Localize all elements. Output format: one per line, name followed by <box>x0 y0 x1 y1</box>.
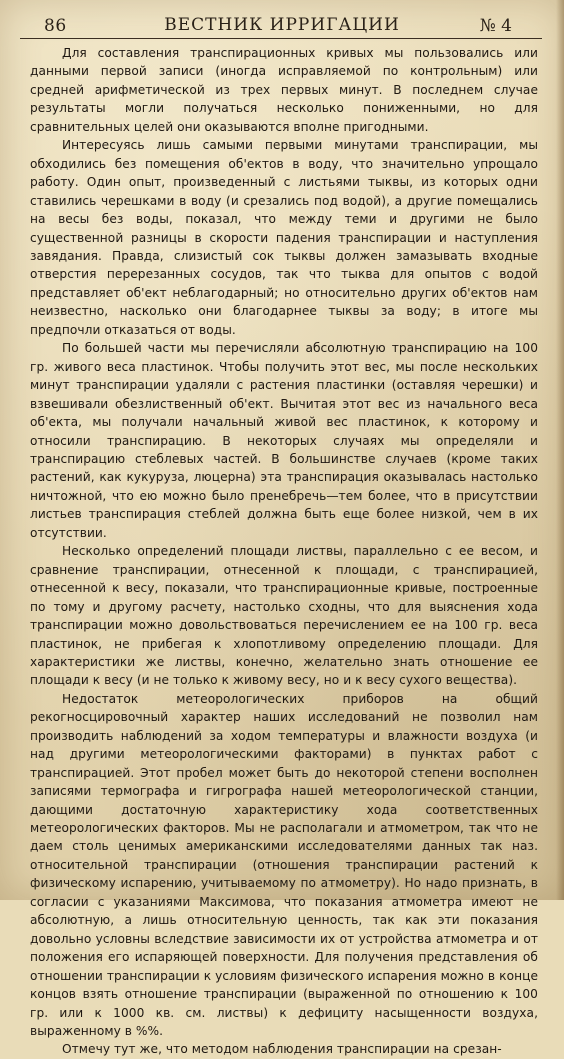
running-header <box>22 12 542 38</box>
paragraph-cut-method: Отмечу тут же, что методом наблюдения транспирации на срезан- <box>62 1042 502 1057</box>
journal-title: ВЕСТНИК ИРРИГАЦИИ <box>164 15 400 35</box>
page-edge-shadow <box>556 0 564 900</box>
issue-number: № 4 <box>479 16 512 36</box>
paragraph-objects-without-water: Интересуясь лишь самыми первыми минутами транспирации, мы обходились без помещения об'ектов в воду, что значительно упрощало работу. Один опыт, произведенный с листьями тыквы, из которых одни ставились черешками в воду (и срезались под водой), а другие помещались на весы без воды, показал, что между теми и другими не было существенной разницы в скорости падения транспирации и наступления завядания. Правда, слизистый сок тыквы должен замазывать входные отверстия перерезанных сосудов, так что тыква для опытов с водой представляет об'ект неблагодарный; но относительно других об'ектов нам неизвестно, насколько они благодарнее тыквы за воду; в итоге мы предпочли отказаться от воды. <box>30 138 538 337</box>
paragraph-absolute-transpiration: По большей части мы перечисляли абсолютную транспирацию на 100 гр. живого веса пластинок. Чтобы получить этот вес, мы после нескольких минут транспирации удаляли с растения пластинки (оставляя черешки) и взвешивали обезлиственный об'ект. Вычитая этот вес из начального веса об'екта, мы получали начальный живой вес пластинок, к которому и относили транспирацию. В некоторых случаях мы определяли и транспирацию стеблевых частей. В большинстве случаев (кроме таких растений, как кукуруза, люцерна) эта транспирация оказывалась настолько ничтожной, что ею можно было пренебречь—тем более, что в присутствии листьев транспирация стеблей должна быть еще более низкой, чем в их отсутствии. <box>30 341 538 540</box>
header-rule <box>20 38 542 39</box>
paragraph-meteorological-instruments: Недостаток метеорологических приборов на общий рекогносцировочный характер наших исследований не позволил нам производить наблюдений за ходом температуры и влажности воздуха (и над другими метеорологическими факторами) в пунктах работ с транспирацией. Этот пробел может быть до некоторой степени восполнен записями термографа и гигрографа нашей метеорологической станции, дающими достаточную характеристику хода соответственных метеорологических факторов. Мы не располагали и атмометром, так что не даем столь ценимых американскими исследователями данных так наз. относительной транспирации (отношения транспирации растений к физическому испарению, учитываемому по атмометру). Но надо признать, в согласии с указаниями Максимова, что показания атмометра имеют не абсолютную, а лишь относительную ценность, так как эти показания довольно условны вследствие зависимости их от устройства атмометра и от положения его испаряющей поверхности. Для получения представления об отношении транспирации к условиям физического испарения можно в конце концов взять отношение транспирации (выраженной по отношению к 100 гр. или к 1000 кв. см. листвы) к дефициту насыщенности воздуха, выраженному в %%. <box>30 691 538 1039</box>
paragraph-transpiration-curves: Для составления транспирационных кривых мы пользовались или данными первой записи (иногда исправляемой по контрольным) или средней арифметической из трех первых минут. В последнем случае результаты могли получаться несколько пониженными, но для сравнительных целей они оказываются вполне пригодными. <box>30 46 538 134</box>
paragraph-leaf-area: Несколько определений площади листвы, параллельно с ее весом, и сравнение транспирации, отнесенной к площади, с транспирацией, отнесенной к весу, показали, что транспирационные кривые, построенные по тому и другому расчету, настолько сходны, что для выяснения хода транспирации можно довольствоваться перечислением ее на 100 гр. веса пластинок, не прибегая к хлопотливому определению площади. Для характеристики же листвы, конечно, желательно знать отношение ее площади к весу (и не только к живому весу, но и к весу сухого вещества). <box>30 544 538 688</box>
page-number: 86 <box>44 16 67 36</box>
body-text <box>30 44 538 1059</box>
